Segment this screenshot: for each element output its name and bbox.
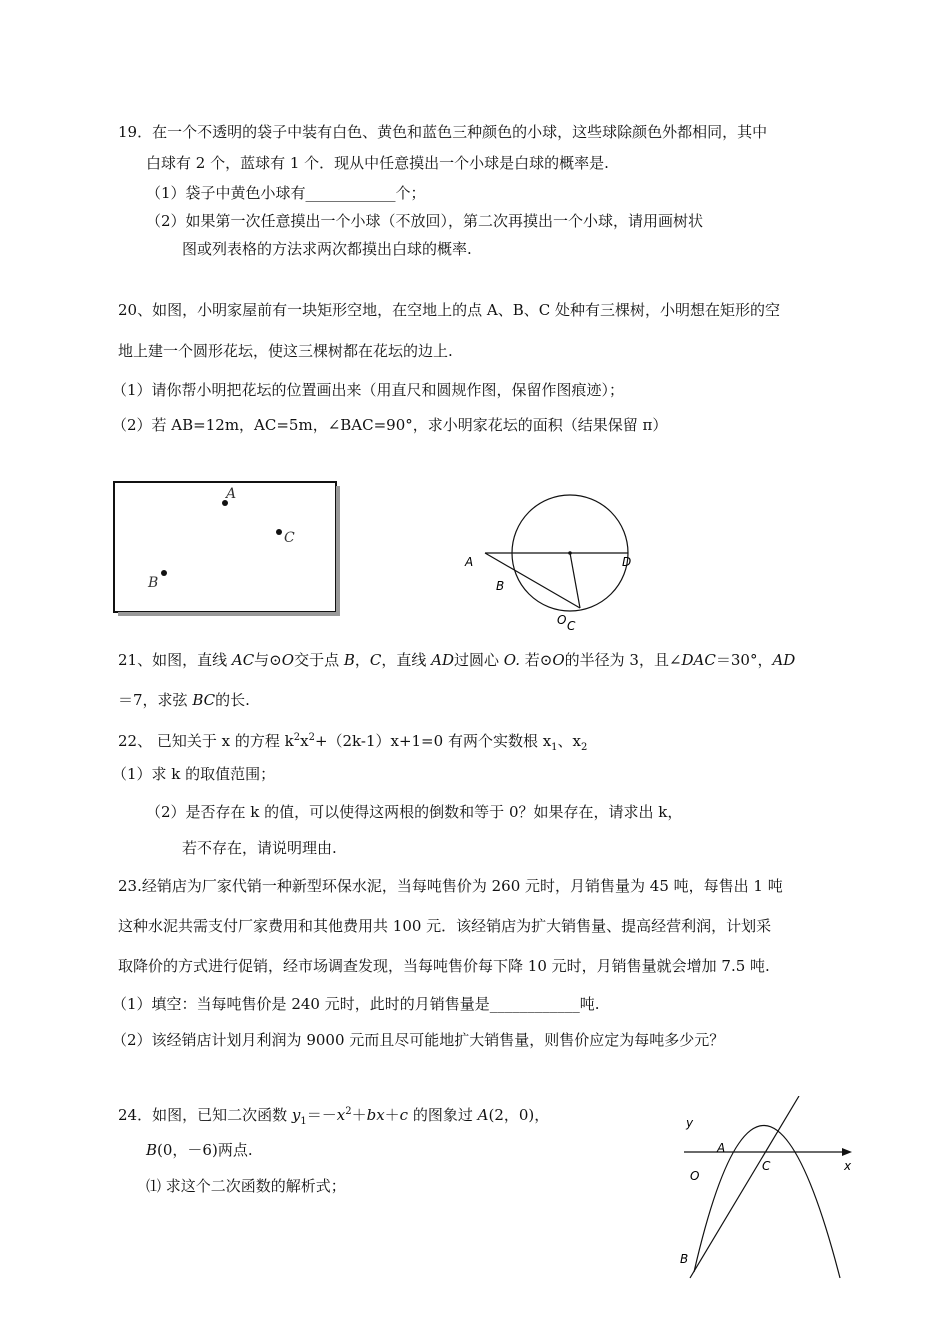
q23-part2: （2）该经销店计划月利润为 9000 元而且尽可能地扩大销售量，则售价应定为每吨多少元？ <box>112 1031 725 1049</box>
q24-part1: ⑴ 求这个二次函数的解析式； <box>146 1177 346 1195</box>
q24-text-c: ＋ <box>351 1106 367 1124</box>
rectangle-shadow-right <box>336 486 340 614</box>
q21-var-b: B <box>343 651 355 669</box>
label-b: B <box>148 575 159 591</box>
q19-line2: 白球有 2 个，蓝球有 1 个．现从中任意摸出一个小球是白球的概率是. <box>146 154 609 172</box>
point-c <box>276 529 282 535</box>
q24-text-g: (0，－6)两点. <box>157 1141 253 1159</box>
q19-part2-line1: （2）如果第一次任意摸出一个小球（不放回），第二次再摸出一个小球，请用画树状 <box>146 212 704 230</box>
center-point <box>568 551 572 555</box>
q21-line1 <box>118 650 795 670</box>
q22-part1: （1）求 k 的取值范围； <box>112 765 276 783</box>
q22-text-c: +（2k-1）x+1=0 有两个实数根 x <box>314 732 552 750</box>
q21-text-f: 过圆心 <box>454 651 504 669</box>
q19-line1: 19．在一个不透明的袋子中装有白色、黄色和蓝色三种颜色的小球，这些球除颜色外都相同，其中 <box>118 123 768 141</box>
q19-part1 <box>146 183 426 203</box>
q23-line2: 这种水泥共需支付厂家费用和其他费用共 100 元．该经销店为扩大销售量、提高经营利润，计划采 <box>118 917 772 935</box>
q21-var-c: C <box>369 651 382 669</box>
q24-var-x: x <box>336 1106 346 1124</box>
q24-var-a: A <box>477 1106 489 1124</box>
q19-part1-post: 个； <box>395 184 426 202</box>
q19-part2-line2: 图或列表格的方法求两次都摸出白球的概率. <box>182 240 472 258</box>
q22-line1 <box>118 728 587 758</box>
q22-sub-2: 2 <box>581 742 588 753</box>
q24-var-bx: bx <box>366 1106 385 1124</box>
label-a: A <box>226 486 237 502</box>
label-y: y <box>686 1116 694 1130</box>
q20-part2: （2）若 AB=12m，AC=5m，∠BAC=90°，求小明家花坛的面积（结果保留 π） <box>112 416 668 434</box>
q21-var-o3: O <box>552 651 565 669</box>
q24-line1 <box>118 1102 549 1132</box>
q24-line2 <box>146 1140 253 1160</box>
q21-var-ac: AC <box>231 651 255 669</box>
line-bc <box>690 1096 799 1278</box>
q21-text-h: 的半径为 3，且∠ <box>564 651 682 669</box>
q22-sub-1: 1 <box>551 742 558 753</box>
q21-text-j: ＝7，求弦 <box>118 691 193 709</box>
q21-var-o1: O <box>281 651 295 669</box>
q21-var-o2: O. <box>503 651 520 669</box>
q21-var-dac: DAC <box>681 651 716 669</box>
q24-text-d: ＋ <box>384 1106 400 1124</box>
q21-text-g: 若⊙ <box>519 651 553 669</box>
q22-part2-line1: （2）是否存在 k 的值，可以使得这两根的倒数和等于 0？如果存在，请求出 k， <box>146 803 683 821</box>
point-b <box>161 570 167 576</box>
q24-var-b: B <box>146 1141 158 1159</box>
q23-part1 <box>112 994 600 1014</box>
q24-var-c: c <box>399 1106 409 1124</box>
q21-line2 <box>118 690 250 710</box>
rectangle-plot-figure <box>112 480 344 616</box>
label-x: x <box>844 1159 852 1173</box>
label-d: D <box>622 555 632 569</box>
rectangle-shadow-bottom <box>118 612 340 616</box>
q19-part1-text: （1）袋子中黄色小球有 <box>146 184 306 202</box>
q21-var-bc: BC <box>192 691 216 709</box>
parabola-figure <box>672 1096 862 1286</box>
q24-var-y: y <box>291 1106 301 1124</box>
q19-part1-blank: ____________ <box>305 184 396 202</box>
q21-text-e: ，直线 <box>381 651 432 669</box>
label-a: A <box>465 555 474 569</box>
label-a: A <box>717 1141 726 1155</box>
q21-text-k: 的长. <box>215 691 250 709</box>
q24-text-a: 24．如图，已知二次函数 <box>118 1106 292 1124</box>
q20-part1: （1）请你帮小明把花坛的位置画出来（用直尺和圆规作图，保留作图痕迹）； <box>112 381 625 399</box>
q21-var-ad2: AD <box>772 651 796 669</box>
q23-part1-text: （1）填空：当每吨售价是 240 元时，此时的月销售量是 <box>112 995 490 1013</box>
q23-part1-blank: ____________ <box>489 995 580 1013</box>
q20-line2: 地上建一个圆形花坛，使这三棵树都在花坛的边上. <box>118 342 453 360</box>
label-b: B <box>680 1252 689 1266</box>
q21-text-b: 与⊙ <box>254 651 282 669</box>
q24-text-f: (2，0)， <box>488 1106 550 1124</box>
q21-text-c: 交于点 <box>294 651 344 669</box>
label-o: O <box>690 1169 700 1183</box>
radius-oc <box>570 553 580 608</box>
q23-line3: 取降价的方式进行促销，经市场调查发现，当每吨售价每下降 10 元时，月销售量就会增加 7.5 吨. <box>118 957 770 975</box>
x-axis-arrow-icon <box>842 1148 852 1156</box>
label-o: O <box>557 613 567 627</box>
q21-var-ad: AD <box>431 651 455 669</box>
q22-text-a: 22、 已知关于 x 的方程 k <box>118 732 294 750</box>
q24-sup-2: 2 <box>345 1106 352 1117</box>
label-b: B <box>496 579 505 593</box>
q20-line1: 20、如图，小明家屋前有一块矩形空地，在空地上的点 A、B、C 处种有三棵树，小明想在矩形的空 <box>118 301 780 319</box>
q22-text-d: 、x <box>557 732 582 750</box>
q23-part1-post: 吨. <box>579 995 600 1013</box>
circle-figure <box>455 490 645 635</box>
label-c: C <box>567 619 576 633</box>
q22-text-b: x <box>300 732 309 750</box>
q24-text-b: ＝－ <box>306 1106 337 1124</box>
q22-part2-line2: 若不存在，请说明理由. <box>182 839 337 857</box>
q22-sup-a: 2 <box>293 732 301 743</box>
q21-text-a: 21、如图，直线 <box>118 651 232 669</box>
label-c: C <box>762 1159 771 1173</box>
q21-text-d: ， <box>354 651 370 669</box>
q23-line1: 23.经销店为厂家代销一种新型环保水泥，当每吨售价为 260 元时，月销售量为 45 吨，每售出 1 吨 <box>118 877 783 895</box>
q24-sub-1: 1 <box>300 1116 307 1127</box>
q24-text-e: 的图象过 <box>408 1106 478 1124</box>
label-c: C <box>284 530 295 546</box>
q22-sup-b: 2 <box>308 732 315 743</box>
q21-text-i: ＝30°， <box>715 651 773 669</box>
